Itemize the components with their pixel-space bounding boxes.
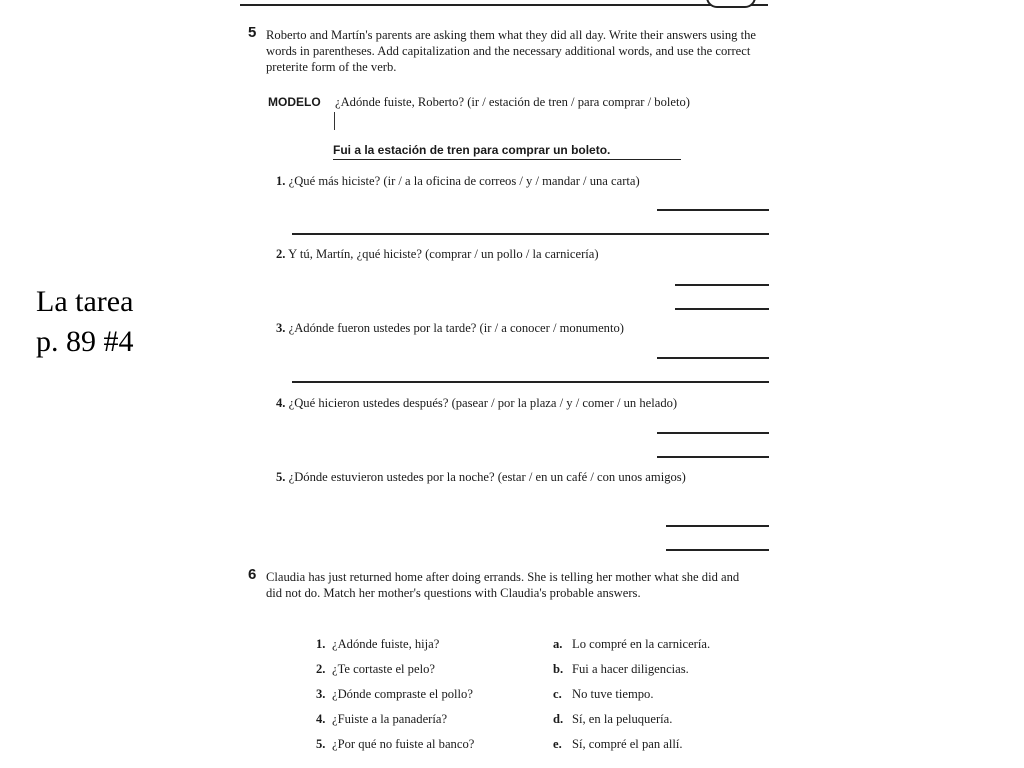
answer-line[interactable]: [675, 308, 769, 310]
exercise-5-item-4: [276, 395, 776, 411]
exercise-5-item-5: [276, 469, 716, 485]
exercise-5-item-3: [276, 320, 776, 336]
answer-text: Lo compré en la carnicería.: [572, 637, 711, 651]
item-number: 5.: [276, 470, 286, 484]
answer-letter: e.: [553, 737, 562, 751]
question-number: 4.: [316, 712, 326, 726]
answer-line[interactable]: [666, 525, 769, 527]
modelo-question: ¿Adónde fuiste, Roberto? (ir / estación de tren / para comprar / boleto): [335, 95, 690, 109]
item-prompt: Y tú, Martín, ¿qué hiciste? (comprar / un pollo / la carnicería): [288, 247, 599, 261]
item-number: 3.: [276, 321, 286, 335]
matching-row: [232, 686, 777, 704]
modelo-answer: Fui a la estación de tren para comprar un boleto.: [333, 142, 681, 160]
activity-5-instructions: Roberto and Martín's parents are asking them what they did all day. Write their answers using the words in parentheses. Add capitalization and the necessary additional words, and use the correct preterite form of the verb.: [266, 28, 756, 74]
answer-line[interactable]: [292, 381, 769, 383]
homework-label: [36, 282, 134, 362]
question-text: ¿Fuiste a la panadería?: [332, 712, 448, 726]
exercise-5-item-1: [276, 173, 776, 189]
question-number: 2.: [316, 662, 326, 676]
item-number: 4.: [276, 396, 286, 410]
answer-line[interactable]: [657, 357, 769, 359]
question-text: ¿Dónde compraste el pollo?: [332, 687, 473, 701]
text-cursor: [334, 112, 335, 130]
homework-label-title: La tarea: [36, 285, 134, 318]
activity-6-number: 6: [248, 566, 257, 583]
answer-line[interactable]: [292, 233, 769, 235]
item-prompt: ¿Adónde fueron ustedes por la tarde? (ir / a conocer / monumento): [288, 321, 624, 335]
answer-letter: a.: [553, 637, 563, 651]
answer-letter: c.: [553, 687, 562, 701]
matching-row: [232, 636, 777, 654]
header-tab-shape: [706, 0, 756, 8]
cutoff-text-remnant: [292, 268, 502, 272]
answer-text: Sí, compré el pan allí.: [572, 737, 683, 751]
answer-line[interactable]: [657, 432, 769, 434]
answer-text: Sí, en la peluquería.: [572, 712, 673, 726]
header-rule: [240, 4, 768, 6]
matching-row: [232, 661, 777, 679]
homework-label-page: p. 89 #4: [36, 325, 134, 358]
answer-text: No tuve tiempo.: [572, 687, 654, 701]
answer-line[interactable]: [657, 209, 769, 211]
answer-line[interactable]: [675, 284, 769, 286]
answer-text: Fui a hacer diligencias.: [572, 662, 689, 676]
exercise-5-item-2: [276, 246, 776, 262]
answer-line[interactable]: [657, 456, 769, 458]
question-number: 5.: [316, 737, 326, 751]
answer-letter: d.: [553, 712, 564, 726]
item-prompt: ¿Dónde estuvieron ustedes por la noche? (estar / en un café / con unos amigos): [288, 470, 686, 484]
item-number: 1.: [276, 174, 286, 188]
answer-line[interactable]: [666, 549, 769, 551]
matching-row: [232, 736, 777, 754]
modelo-label: MODELO: [268, 95, 321, 109]
answer-letter: b.: [553, 662, 564, 676]
question-number: 1.: [316, 637, 326, 651]
question-number: 3.: [316, 687, 326, 701]
matching-row: [232, 711, 777, 729]
item-number: 2.: [276, 247, 286, 261]
item-prompt: ¿Qué hicieron ustedes después? (pasear / por la plaza / y / comer / un helado): [288, 396, 678, 410]
item-prompt: ¿Qué más hiciste? (ir / a la oficina de correos / y / mandar / una carta): [288, 174, 640, 188]
activity-5-number: 5: [248, 24, 257, 41]
activity-6-instructions: Claudia has just returned home after doing errands. She is telling her mother what she did and did not do. Match her mother's questions with Claudia's probable answers.: [266, 570, 740, 600]
question-text: ¿Por qué no fuiste al banco?: [332, 737, 475, 751]
worksheet-page: [232, 0, 777, 768]
question-text: ¿Te cortaste el pelo?: [332, 662, 435, 676]
question-text: ¿Adónde fuiste, hija?: [332, 637, 440, 651]
